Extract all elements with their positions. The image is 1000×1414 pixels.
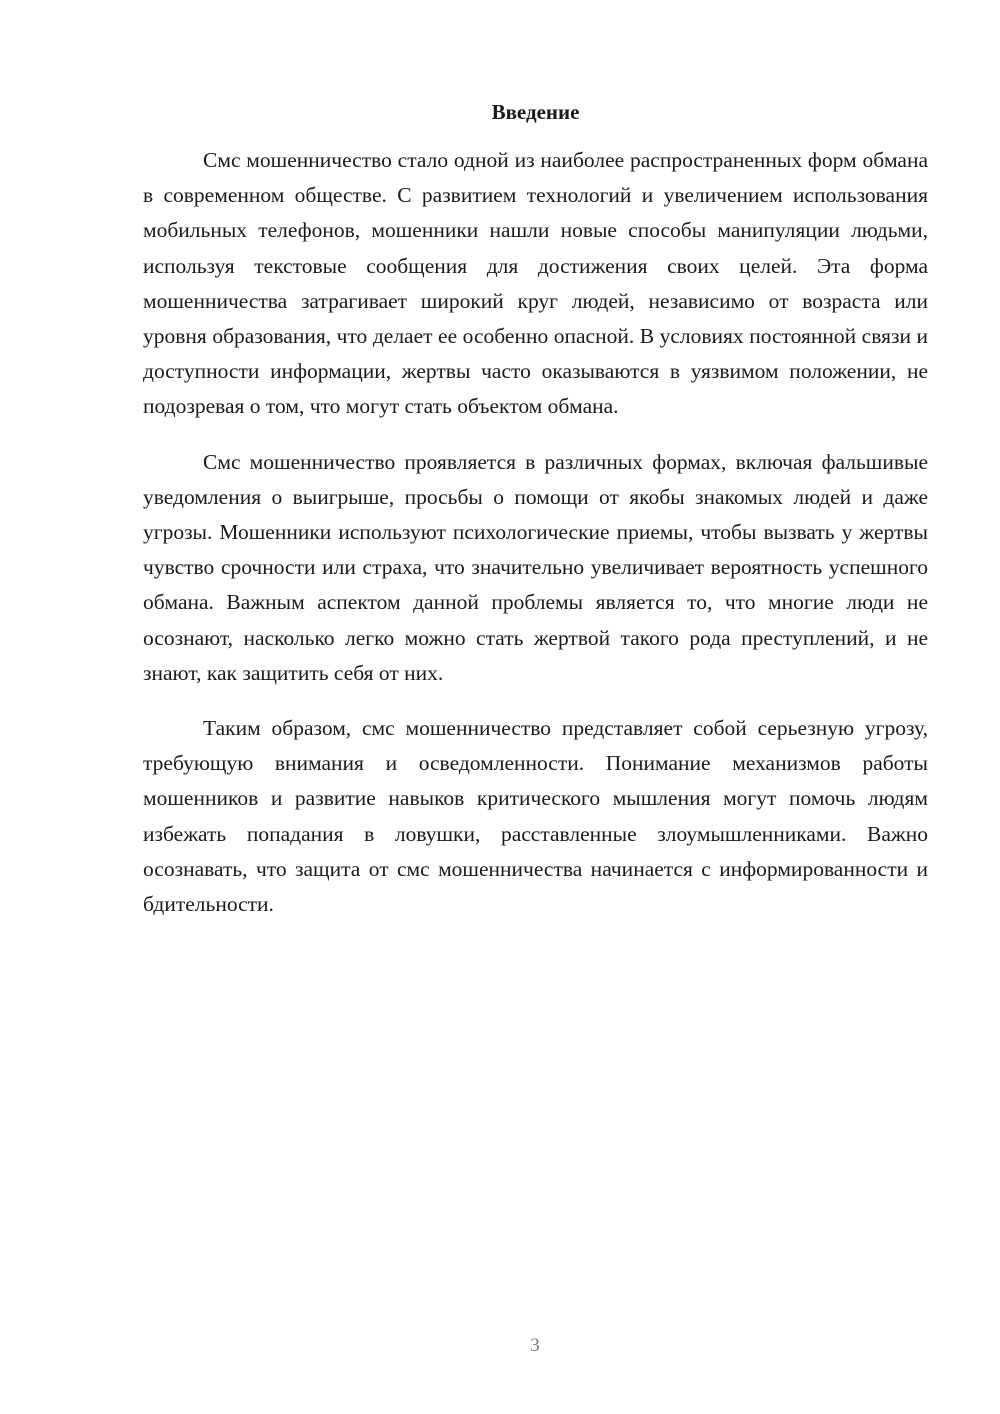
paragraph-2: Смс мошенничество проявляется в различных формах, включая фальшивые уведомления о выигрыше, просьбы о помощи от якобы знакомых людей и даже угрозы. Мошенники используют психологические приемы, чтобы вызвать у жертвы чувство срочности или страха, что значительно увеличивает вероятность успешного обмана. Важным аспектом данной проблемы является то, что многие люди не осознают, насколько легко можно стать жертвой такого рода преступлений, и не знают, как защитить себя от них. xyxy=(143,449,928,685)
page-number: 3 xyxy=(530,1335,540,1356)
body-text xyxy=(143,143,928,942)
paragraph-3: Таким образом, смс мошенничество представляет собой серьезную угрозу, требующую внимания и осведомленности. Понимание механизмов работы мошенников и развитие навыков критического мышления могут помочь людям избежать попадания в ловушки, расставленные злоумышленниками. Важно осознавать, что защита от смс мошенничества начинается с информированности и бдительности. xyxy=(143,716,928,917)
section-heading: Введение xyxy=(491,100,580,124)
paragraph-1: Смс мошенничество стало одной из наиболее распространенных форм обмана в современном обществе. С развитием технологий и увеличением использования мобильных телефонов, мошенники нашли новые способы манипуляции людьми, используя текстовые сообщения для достижения своих целей. Эта форма мошенничества затрагивает широкий круг людей, независимо от возраста или уровня образования, что делает ее особенно опасной. В условиях постоянной связи и доступности информации, жертвы часто оказываются в уязвимом положении, не подозревая о том, что могут стать объектом обмана. xyxy=(143,148,928,419)
